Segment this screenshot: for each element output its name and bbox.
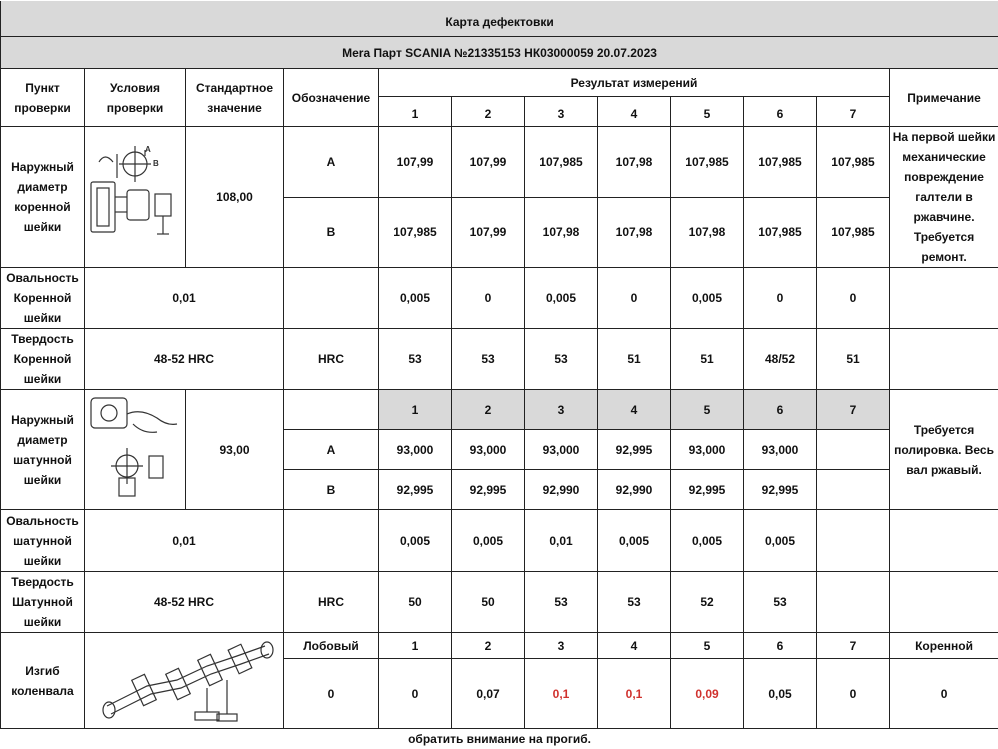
rod-hardness-label: Твердость Шатунной шейки <box>1 572 85 633</box>
rod-hardness-3: 53 <box>525 572 598 633</box>
main-diameter-b-7: 107,985 <box>817 197 890 268</box>
main-diameter-b-5: 107,98 <box>671 197 744 268</box>
crankshaft-bend-sketch <box>85 633 284 729</box>
main-ovality-3: 0,005 <box>525 268 598 329</box>
rod-hardness-4: 53 <box>598 572 671 633</box>
rod-ovality-5: 0,005 <box>671 510 744 572</box>
main-ovality-note <box>890 268 998 329</box>
header-point: Пункт проверки <box>1 69 85 127</box>
bend-col-6: 6 <box>744 633 817 659</box>
main-diameter-note: На первой шейки механические повреждение галтели в ржавчине. Требуется ремонт. <box>890 127 998 268</box>
rod-diameter-b-7 <box>817 470 890 510</box>
main-diameter-b-1: 107,985 <box>379 197 452 268</box>
rod-hardness-7 <box>817 572 890 633</box>
rod-diameter-label: Наружный диаметр шатунной шейки <box>1 390 85 510</box>
main-diameter-designation-b: B <box>284 197 379 268</box>
rod-diameter-standard: 93,00 <box>186 390 284 510</box>
header-note: Примечание <box>890 69 998 127</box>
main-hardness-6: 48/52 <box>744 329 817 390</box>
main-diameter-label: Наружный диаметр коренной шейки <box>1 127 85 268</box>
footer-note: обратить внимание на прогиб. <box>1 729 998 749</box>
main-diameter-a-5: 107,985 <box>671 127 744 198</box>
rod-hardness-designation: HRC <box>284 572 379 633</box>
rod-diameter-b-6: 92,995 <box>744 470 817 510</box>
rod-hardness-5: 52 <box>671 572 744 633</box>
rod-hardness-2: 50 <box>452 572 525 633</box>
main-ovality-4: 0 <box>598 268 671 329</box>
main-ovality-designation <box>284 268 379 329</box>
rod-hardness-6: 53 <box>744 572 817 633</box>
header-conditions: Условия проверки <box>85 69 186 127</box>
rod-diameter-b-4: 92,990 <box>598 470 671 510</box>
svg-text:B: B <box>153 159 159 168</box>
main-hardness-3: 53 <box>525 329 598 390</box>
header-col-6: 6 <box>744 97 817 127</box>
card-title: Карта дефектовки <box>1 1 998 37</box>
main-ovality-1: 0,005 <box>379 268 452 329</box>
bend-value-2: 0,07 <box>452 659 525 729</box>
main-diameter-a-7: 107,985 <box>817 127 890 198</box>
header-col-3: 3 <box>525 97 598 127</box>
rod-ovality-standard: 0,01 <box>85 510 284 572</box>
bend-value-5: 0,09 <box>671 659 744 729</box>
rod-diameter-b-2: 92,995 <box>452 470 525 510</box>
bend-value-4: 0,1 <box>598 659 671 729</box>
bend-col-3: 3 <box>525 633 598 659</box>
crankshaft-sketch-icon <box>87 636 282 726</box>
header-col-4: 4 <box>598 97 671 127</box>
bend-front-value: 0 <box>284 659 379 729</box>
rod-col-2: 2 <box>452 390 525 430</box>
rod-diameter-designation-b: B <box>284 470 379 510</box>
main-hardness-note <box>890 329 998 390</box>
rod-col-1: 1 <box>379 390 452 430</box>
main-diameter-a-1: 107,99 <box>379 127 452 198</box>
main-diameter-b-6: 107,985 <box>744 197 817 268</box>
rod-diameter-a-3: 93,000 <box>525 430 598 470</box>
rod-journal-measure-sketch <box>85 390 186 510</box>
main-journal-measure-sketch <box>85 127 186 268</box>
rod-ovality-6: 0,005 <box>744 510 817 572</box>
main-ovality-2: 0 <box>452 268 525 329</box>
bend-label: Изгиб коленвала <box>1 633 85 729</box>
rod-diameter-designation-a: A <box>284 430 379 470</box>
rod-col-4: 4 <box>598 390 671 430</box>
rod-ovality-4: 0,005 <box>598 510 671 572</box>
rod-diameter-b-3: 92,990 <box>525 470 598 510</box>
main-journal-sketch-icon <box>87 142 182 252</box>
bend-col-1: 1 <box>379 633 452 659</box>
rod-journal-sketch-icon <box>87 394 182 506</box>
bend-value-1: 0 <box>379 659 452 729</box>
svg-text:A: A <box>145 145 151 154</box>
main-hardness-2: 53 <box>452 329 525 390</box>
main-hardness-standard: 48-52 HRC <box>85 329 284 390</box>
rod-diameter-note: Требуется полировка. Весь вал ржавый. <box>890 390 998 510</box>
rod-hardness-standard: 48-52 HRC <box>85 572 284 633</box>
main-hardness-4: 51 <box>598 329 671 390</box>
header-col-7: 7 <box>817 97 890 127</box>
rod-ovality-designation <box>284 510 379 572</box>
rod-ovality-1: 0,005 <box>379 510 452 572</box>
main-diameter-b-3: 107,98 <box>525 197 598 268</box>
main-hardness-designation: HRC <box>284 329 379 390</box>
bend-col-7: 7 <box>817 633 890 659</box>
rod-diameter-a-5: 93,000 <box>671 430 744 470</box>
rod-diameter-a-2: 93,000 <box>452 430 525 470</box>
header-col-2: 2 <box>452 97 525 127</box>
main-diameter-a-6: 107,985 <box>744 127 817 198</box>
main-diameter-a-2: 107,99 <box>452 127 525 198</box>
main-diameter-designation-a: A <box>284 127 379 198</box>
header-standard: Стандартное значение <box>186 69 284 127</box>
bend-col-4: 4 <box>598 633 671 659</box>
bend-value-6: 0,05 <box>744 659 817 729</box>
card-subtitle: Mera Парт SCANIA №21335153 НК03000059 20.07.2023 <box>1 37 998 69</box>
header-col-1: 1 <box>379 97 452 127</box>
main-ovality-standard: 0,01 <box>85 268 284 329</box>
main-ovality-label: Овальность Коренной шейки <box>1 268 85 329</box>
rod-hardness-1: 50 <box>379 572 452 633</box>
rod-col-5: 5 <box>671 390 744 430</box>
rod-diameter-b-5: 92,995 <box>671 470 744 510</box>
main-ovality-7: 0 <box>817 268 890 329</box>
header-col-5: 5 <box>671 97 744 127</box>
header-designation: Обозначение <box>284 69 379 127</box>
rod-col-7: 7 <box>817 390 890 430</box>
rod-ovality-7 <box>817 510 890 572</box>
main-diameter-standard: 108,00 <box>186 127 284 268</box>
bend-col-5: 5 <box>671 633 744 659</box>
rod-hardness-note <box>890 572 998 633</box>
rod-diameter-b-1: 92,995 <box>379 470 452 510</box>
main-ovality-5: 0,005 <box>671 268 744 329</box>
main-hardness-1: 53 <box>379 329 452 390</box>
rod-diameter-a-7 <box>817 430 890 470</box>
main-diameter-b-2: 107,99 <box>452 197 525 268</box>
rod-col-3: 3 <box>525 390 598 430</box>
main-hardness-5: 51 <box>671 329 744 390</box>
rod-diameter-a-6: 93,000 <box>744 430 817 470</box>
rod-diameter-a-1: 93,000 <box>379 430 452 470</box>
bend-main-label: Коренной <box>890 633 998 659</box>
header-results: Результат измерений <box>379 69 890 97</box>
rod-ovality-label: Овальность шатунной шейки <box>1 510 85 572</box>
main-diameter-a-4: 107,98 <box>598 127 671 198</box>
rod-diameter-designation-empty <box>284 390 379 430</box>
rod-col-6: 6 <box>744 390 817 430</box>
bend-value-7: 0 <box>817 659 890 729</box>
rod-ovality-note <box>890 510 998 572</box>
main-ovality-6: 0 <box>744 268 817 329</box>
bend-col-2: 2 <box>452 633 525 659</box>
bend-value-3: 0,1 <box>525 659 598 729</box>
main-hardness-7: 51 <box>817 329 890 390</box>
main-diameter-b-4: 107,98 <box>598 197 671 268</box>
main-hardness-label: Твердость Коренной шейки <box>1 329 85 390</box>
bend-main-value: 0 <box>890 659 998 729</box>
rod-ovality-2: 0,005 <box>452 510 525 572</box>
main-diameter-a-3: 107,985 <box>525 127 598 198</box>
rod-ovality-3: 0,01 <box>525 510 598 572</box>
rod-diameter-a-4: 92,995 <box>598 430 671 470</box>
bend-front-label: Лобовый <box>284 633 379 659</box>
